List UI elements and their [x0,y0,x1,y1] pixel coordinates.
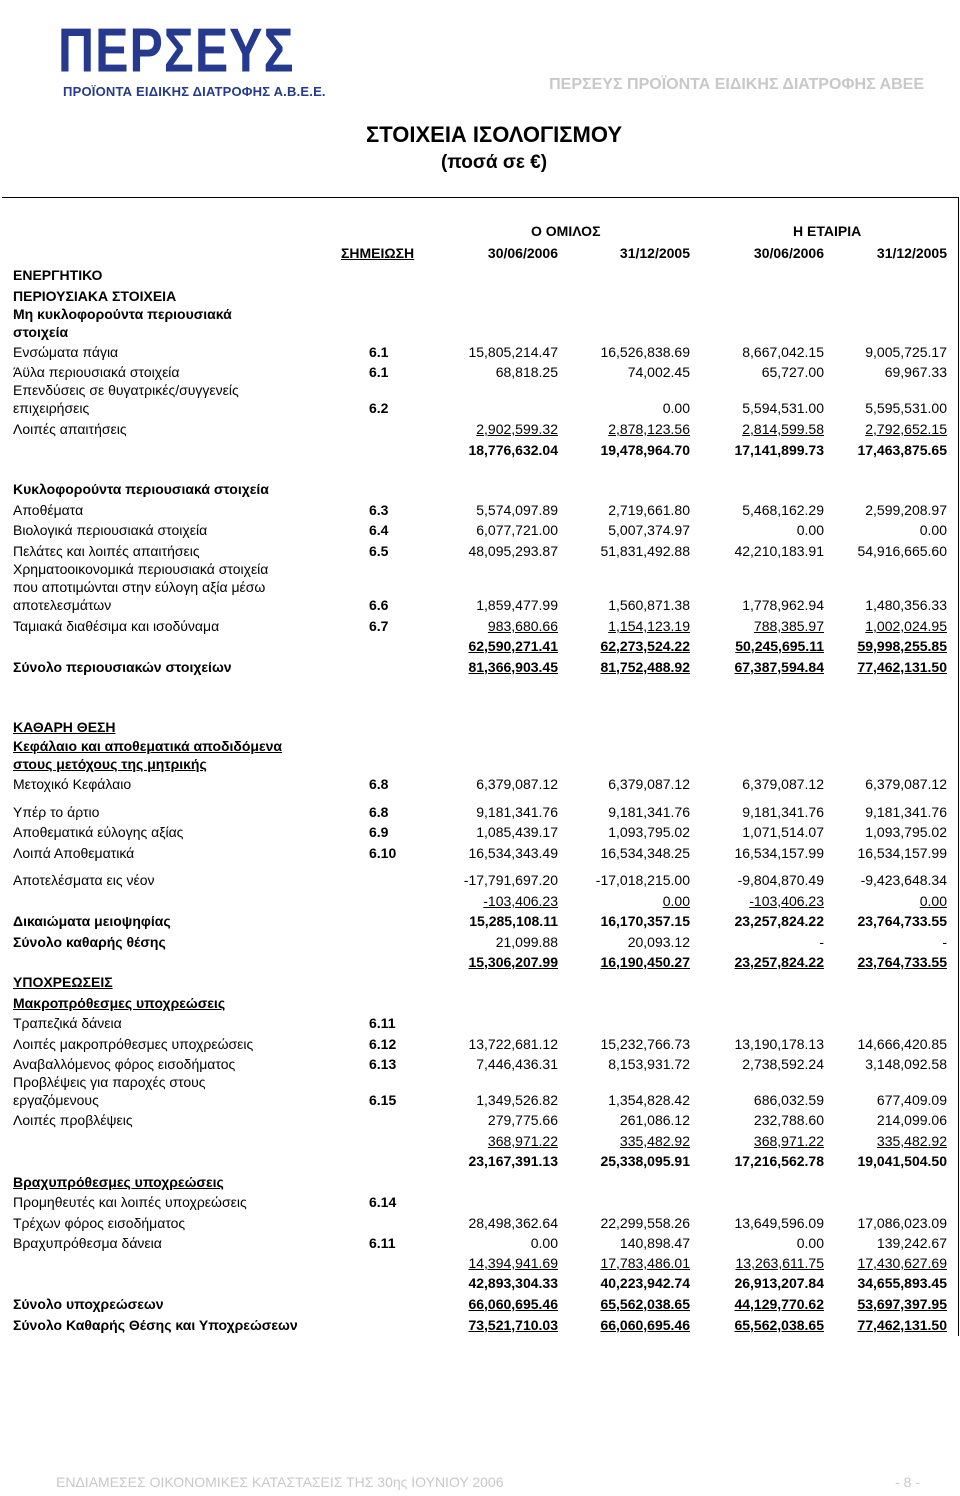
row-value-1: 9,181,341.76 [476,804,558,820]
table-row [0,993,960,1013]
row-value-4: 139,242.67 [876,1235,947,1251]
row-value-2: 1,154,123.19 [608,618,690,634]
row-label: ΥΠΟΧΡΕΩΣΕΙΣ [13,974,113,990]
row-value-3: 2,738,592.24 [742,1056,824,1072]
row-label: εργαζόμενους [13,1092,99,1108]
row-value-1: 23,167,391.13 [468,1153,558,1169]
row-value-1: -17,791,697.20 [463,872,558,888]
row-note: 6.4 [369,522,389,538]
row-value-2: 1,354,828.42 [608,1092,690,1108]
company-name-header: ΠΕΡΣΕΥΣ ΠΡΟΪΟΝΤΑ ΕΙΔΙΚΗΣ ΔΙΑΤΡΟΦΗΣ ΑΒΕΕ [549,76,924,93]
row-value-3: 44,129,770.62 [734,1296,824,1312]
footer-text: ΕΝΔΙΑΜΕΣΕΣ ΟΙΚΟΝΟΜΙΚΕΣ ΚΑΤΑΣΤΑΣΕΙΣ ΤΗΣ 30ης ΙΟΥΝΙΟΥ 2006 [56,1474,504,1490]
row-value-4: 6,379,087.12 [865,776,947,792]
row-value-3: 2,814,599.58 [742,421,824,437]
row-note: 6.5 [369,543,389,559]
row-value-2: 335,482.92 [619,1133,690,1149]
row-value-4: 16,534,157.99 [857,845,947,861]
row-note: 6.14 [369,1194,397,1210]
row-value-3: 50,245,695.11 [735,638,824,654]
row-value-4: 214,099.06 [876,1112,947,1128]
row-value-3: 26,913,207.84 [734,1275,824,1291]
row-value-4: 54,916,665.60 [857,543,947,559]
table-row [0,1273,960,1293]
row-label: Κεφάλαιο και αποθεματικά αποδιδόμενα [13,738,283,754]
row-value-3: 23,257,824.22 [734,954,824,970]
table-row [0,322,960,342]
table-row [0,419,960,439]
row-value-2: 261,086.12 [619,1112,690,1128]
row-value-3: 9,181,341.76 [742,804,824,820]
table-row [0,822,960,842]
row-label: Πελάτες και λοιπές απαιτήσεις [13,543,200,559]
row-label: Λοιπές μακροπρόθεσμες υποχρεώσεις [13,1036,254,1052]
row-value-4: 3,148,092.58 [865,1056,947,1072]
table-row [0,802,960,822]
table-row [0,1213,960,1233]
row-value-2: 22,299,558.26 [600,1215,690,1231]
table-row [0,754,960,774]
row-value-1: 16,534,343.49 [468,845,558,861]
row-value-4: 19,041,504.50 [857,1153,947,1169]
row-value-3: 5,594,531.00 [742,400,824,416]
row-value-3: 17,216,562.78 [734,1153,824,1169]
row-note: 6.8 [369,804,389,820]
row-label: Βραχυπρόθεσμα δάνεια [13,1235,162,1251]
row-value-1: 983,680.66 [487,618,558,634]
row-value-2: 1,093,795.02 [608,824,690,840]
row-value-1: 13,722,681.12 [468,1036,558,1052]
row-value-2: 17,783,486.01 [600,1255,690,1271]
row-value-4: 1,480,356.33 [865,597,947,613]
date-header-1: 30/06/2006 [487,245,558,261]
table-row [0,1172,960,1192]
row-note: 6.10 [369,845,397,861]
row-note: 6.15 [369,1092,397,1108]
row-value-4: 59,998,255.85 [857,638,947,654]
row-value-1: 279,775.66 [487,1112,558,1128]
row-value-1: 62,590,271.41 [468,638,558,654]
row-value-3: 65,727.00 [761,364,824,380]
row-label: Μακροπρόθεσμες υποχρεώσεις [13,995,226,1011]
row-value-2: 74,002.45 [627,364,690,380]
row-value-2: -17,018,215.00 [595,872,690,888]
row-value-2: 16,190,450.27 [600,954,690,970]
row-label: Ταμιακά διαθέσιμα και ισοδύναμα [13,618,220,634]
row-value-3: 5,468,162.29 [742,502,824,518]
row-value-1: 15,805,214.47 [468,344,558,360]
row-label: Αναβαλλόμενος φόρος εισοδήματος [13,1056,236,1072]
row-value-1: -103,406.23 [483,893,558,909]
row-value-4: 0.00 [919,522,947,538]
row-value-1: 1,349,526.82 [476,1092,558,1108]
row-value-3: 65,562,038.65 [734,1317,824,1333]
table-row [0,362,960,382]
row-value-4: 77,462,131.50 [857,1317,947,1333]
row-value-4: 1,002,024.95 [865,618,947,634]
row-label: Αποθεματικά εύλογης αξίας [13,824,184,840]
row-value-2: 51,831,492.88 [600,543,690,559]
row-value-3: 788,385.97 [753,618,824,634]
row-value-1: 5,574,097.89 [476,502,558,518]
company-header: Η ΕΤΑΙΡΙΑ [793,223,862,239]
row-value-3: 13,649,596.09 [734,1215,824,1231]
date-header-2: 31/12/2005 [619,245,690,261]
row-label: Λοιπές απαιτήσεις [13,421,127,437]
row-value-2: 62,273,524.22 [600,638,690,654]
table-row [0,559,960,579]
row-label: Σύνολο Καθαρής Θέσης και Υποχρεώσεων [13,1317,298,1333]
row-value-3: 232,788.60 [753,1112,824,1128]
row-value-4: 9,181,341.76 [865,804,947,820]
row-label: Βιολογικά περιουσιακά στοιχεία [13,522,208,538]
row-value-1: 368,971.22 [487,1133,558,1149]
row-label: Τραπεζικά δάνεια [13,1015,122,1031]
date-header-4: 31/12/2005 [876,245,947,261]
row-note: 6.11 [369,1235,396,1251]
logo-subtitle: ΠΡΟΪΟΝΤΑ ΕΙΔΙΚΗΣ ΔΙΑΤΡΟΦΗΣ Α.Β.Ε.Ε. [63,84,326,99]
table-row [0,304,960,324]
table-row [0,911,960,931]
table-row [0,636,960,656]
table-row [0,286,960,306]
row-value-1: 1,859,477.99 [476,597,558,613]
table-row [0,1072,960,1092]
row-label: Μετοχικό Κεφάλαιο [13,776,132,792]
table-row [0,1315,960,1335]
row-label: Σύνολο περιουσιακών στοιχείων [13,659,232,675]
row-label: Αποθέματα [13,502,84,518]
row-note: 6.8 [369,776,389,792]
row-value-4: 2,792,652.15 [865,421,947,437]
row-value-3: -9,804,870.49 [737,872,824,888]
table-row [0,440,960,460]
row-value-3: 1,071,514.07 [742,824,824,840]
row-label: Δικαιώματα μειοψηφίας [13,913,171,929]
table-row [0,952,960,972]
row-label: στους μετόχους της μητρικής [13,756,207,772]
row-value-2: 140,898.47 [619,1235,690,1251]
row-value-1: 21,099.88 [495,934,558,950]
row-value-3: 686,032.59 [753,1092,824,1108]
table-row [0,342,960,362]
table-row [0,657,960,677]
group-header: Ο ΟΜΙΛΟΣ [531,223,601,239]
table-row [0,736,960,756]
row-value-2: 9,181,341.76 [608,804,690,820]
table-row [0,932,960,952]
row-label: Σύνολο υποχρεώσεων [13,1296,164,1312]
row-value-4: 17,463,875.65 [857,442,947,458]
row-value-2: 16,170,357.15 [600,913,690,929]
row-value-4: 34,655,893.45 [857,1275,947,1291]
row-label: Προμηθευτές και λοιπές υποχρεώσεις [13,1194,247,1210]
row-value-3: 16,534,157.99 [734,845,824,861]
table-row [0,1090,960,1110]
logo-wordmark: ΠΕΡΣΕΥΣ [58,15,295,85]
row-value-2: 2,878,123.56 [608,421,690,437]
table-row [0,1131,960,1151]
table-row [0,380,960,400]
row-value-1: 6,077,721.00 [476,522,558,538]
row-label: Ενσώματα πάγια [13,344,119,360]
table-row [0,1054,960,1074]
row-note: 6.11 [369,1015,396,1031]
row-value-3: 368,971.22 [753,1133,824,1149]
row-value-4: 677,409.09 [876,1092,947,1108]
row-value-1: 2,902,599.32 [476,421,558,437]
page-title [0,122,960,174]
table-row [0,398,960,418]
table-row [0,479,960,499]
row-value-1: 18,776,632.04 [468,442,558,458]
table-row [0,774,960,794]
row-value-3: 0.00 [796,522,824,538]
row-label: Άϋλα περιουσιακά στοιχεία [13,364,180,380]
row-value-2: 0.00 [662,893,690,909]
row-value-3: 13,263,611.75 [735,1255,824,1271]
row-value-2: 0.00 [662,400,690,416]
note-header: ΣΗΜΕΙΩΣΗ [341,245,415,261]
table-row [0,616,960,636]
row-value-2: 16,526,838.69 [600,344,690,360]
row-value-3: 13,190,178.13 [734,1036,824,1052]
date-header-3: 30/06/2006 [753,245,824,261]
row-value-1: 28,498,362.64 [468,1215,558,1231]
row-label: αποτελεσμάτων [13,597,112,613]
row-value-2: 20,093.12 [627,934,690,950]
row-label: Κυκλοφορούντα περιουσιακά στοιχεία [13,481,269,497]
row-value-3: 23,257,824.22 [734,913,824,929]
row-label: Αποτελέσματα εις νέον [13,872,155,888]
row-value-3: - [819,934,824,950]
row-value-4: 17,430,627.69 [857,1255,947,1271]
row-value-4: 69,967.33 [884,364,947,380]
table-row [0,500,960,520]
row-value-2: 1,560,871.38 [608,597,690,613]
row-value-4: 2,599,208.97 [865,502,947,518]
table-row [0,1294,960,1314]
table-row [0,1110,960,1130]
row-label: Μη κυκλοφορούντα περιουσιακά [13,306,232,322]
row-note: 6.12 [369,1036,397,1052]
row-value-1: 15,306,207.99 [468,954,558,970]
page-number: - 8 - [895,1474,920,1490]
row-note: 6.1 [369,364,389,380]
row-value-1: 7,446,436.31 [476,1056,558,1072]
row-label: Επενδύσεις σε θυγατρικές/συγγενείς [13,382,239,398]
row-value-1: 14,394,941.69 [468,1255,558,1271]
title-main: ΣΤΟΙΧΕΙΑ ΙΣΟΛΟΓΙΣΜΟΥ [366,122,622,147]
row-value-4: 9,005,725.17 [865,344,947,360]
table-row [0,520,960,540]
row-value-4: - [942,934,947,950]
row-value-2: 81,752,488.92 [600,659,690,675]
table-row [0,1233,960,1253]
table-row [0,843,960,863]
row-value-1: 73,521,710.03 [468,1317,558,1333]
table-row [0,595,960,615]
row-value-3: 42,210,183.91 [734,543,824,559]
row-value-4: 14,666,420.85 [857,1036,947,1052]
row-value-1: 81,366,903.45 [468,659,558,675]
table-row [0,891,960,911]
row-value-4: 5,595,531.00 [865,400,947,416]
row-value-1: 66,060,695.46 [468,1296,558,1312]
table-row [0,1013,960,1033]
row-label: Σύνολο καθαρής θέσης [13,934,166,950]
row-value-1: 15,285,108.11 [469,913,558,929]
row-value-4: 1,093,795.02 [865,824,947,840]
table-row [0,541,960,561]
row-value-1: 0.00 [530,1235,558,1251]
title-currency: (ποσά σε €) [440,152,548,173]
row-value-1: 6,379,087.12 [476,776,558,792]
row-value-4: 23,764,733.55 [857,954,947,970]
row-value-2: 2,719,661.80 [608,502,690,518]
row-value-2: 16,534,348.25 [600,845,690,861]
row-value-4: 335,482.92 [876,1133,947,1149]
row-value-2: 19,478,964.70 [600,442,690,458]
row-label: ΠΕΡΙΟΥΣΙΑΚΑ ΣΤΟΙΧΕΙΑ [13,288,177,304]
row-label: Προβλέψεις για παροχές στους [13,1074,206,1090]
row-note: 6.7 [369,618,389,634]
row-note: 6.1 [369,344,389,360]
row-value-3: 1,778,962.94 [742,597,824,613]
row-value-2: 65,562,038.65 [600,1296,690,1312]
row-value-4: 23,764,733.55 [857,913,947,929]
row-label: Λοιπά Αποθεματικά [13,845,135,861]
row-value-1: 1,085,439.17 [476,824,558,840]
row-value-2: 40,223,942.74 [600,1275,690,1291]
row-value-3: 0.00 [796,1235,824,1251]
table-row [0,1034,960,1054]
row-label: Χρηματοοικονομικά περιουσιακά στοιχεία [13,561,269,577]
row-note: 6.6 [369,597,389,613]
row-label: ΕΝΕΡΓΗΤΙΚΟ [13,267,103,283]
row-label: που αποτιμώνται στην εύλογη αξία μέσω [13,579,266,595]
row-note: 6.9 [369,824,389,840]
table-row [0,1192,960,1212]
row-value-3: 67,387,594.84 [734,659,824,675]
row-value-4: 53,697,397.95 [857,1296,947,1312]
row-value-4: 17,086,023.09 [857,1215,947,1231]
row-value-4: 77,462,131.50 [857,659,947,675]
company-logo [58,15,326,100]
row-value-3: 6,379,087.12 [742,776,824,792]
row-value-2: 25,338,095.91 [600,1153,690,1169]
row-value-2: 15,232,766.73 [600,1036,690,1052]
row-label: Λοιπές προβλέψεις [13,1112,133,1128]
row-note: 6.13 [369,1056,397,1072]
row-note: 6.2 [369,400,389,416]
row-label: επιχειρήσεις [13,400,90,416]
row-label: Υπέρ το άρτιο [13,804,100,820]
row-label: στοιχεία [13,324,69,340]
row-value-2: 66,060,695.46 [600,1317,690,1333]
row-value-1: 68,818.25 [495,364,558,380]
row-value-3: 8,667,042.15 [742,344,824,360]
row-value-2: 6,379,087.12 [608,776,690,792]
row-value-2: 8,153,931.72 [608,1056,690,1072]
table-row [0,972,960,992]
row-value-4: 0.00 [919,893,947,909]
table-row [0,577,960,597]
row-value-3: -103,406.23 [749,893,824,909]
table-row [0,265,960,285]
row-value-1: 48,095,293.87 [468,543,558,559]
row-note: 6.3 [369,502,389,518]
row-value-1: 42,893,304.33 [468,1275,558,1291]
table-row [0,870,960,890]
row-value-4: -9,423,648.34 [860,872,947,888]
table-row [0,717,960,737]
row-label: ΚΑΘΑΡΗ ΘΕΣΗ [13,719,116,735]
row-value-2: 5,007,374.97 [608,522,690,538]
row-value-3: 17,141,899.73 [734,442,824,458]
row-label: Τρέχων φόρος εισοδήματος [13,1215,186,1231]
table-row [0,1253,960,1273]
table-row [0,1151,960,1171]
row-label: Βραχυπρόθεσμες υποχρεώσεις [13,1174,224,1190]
